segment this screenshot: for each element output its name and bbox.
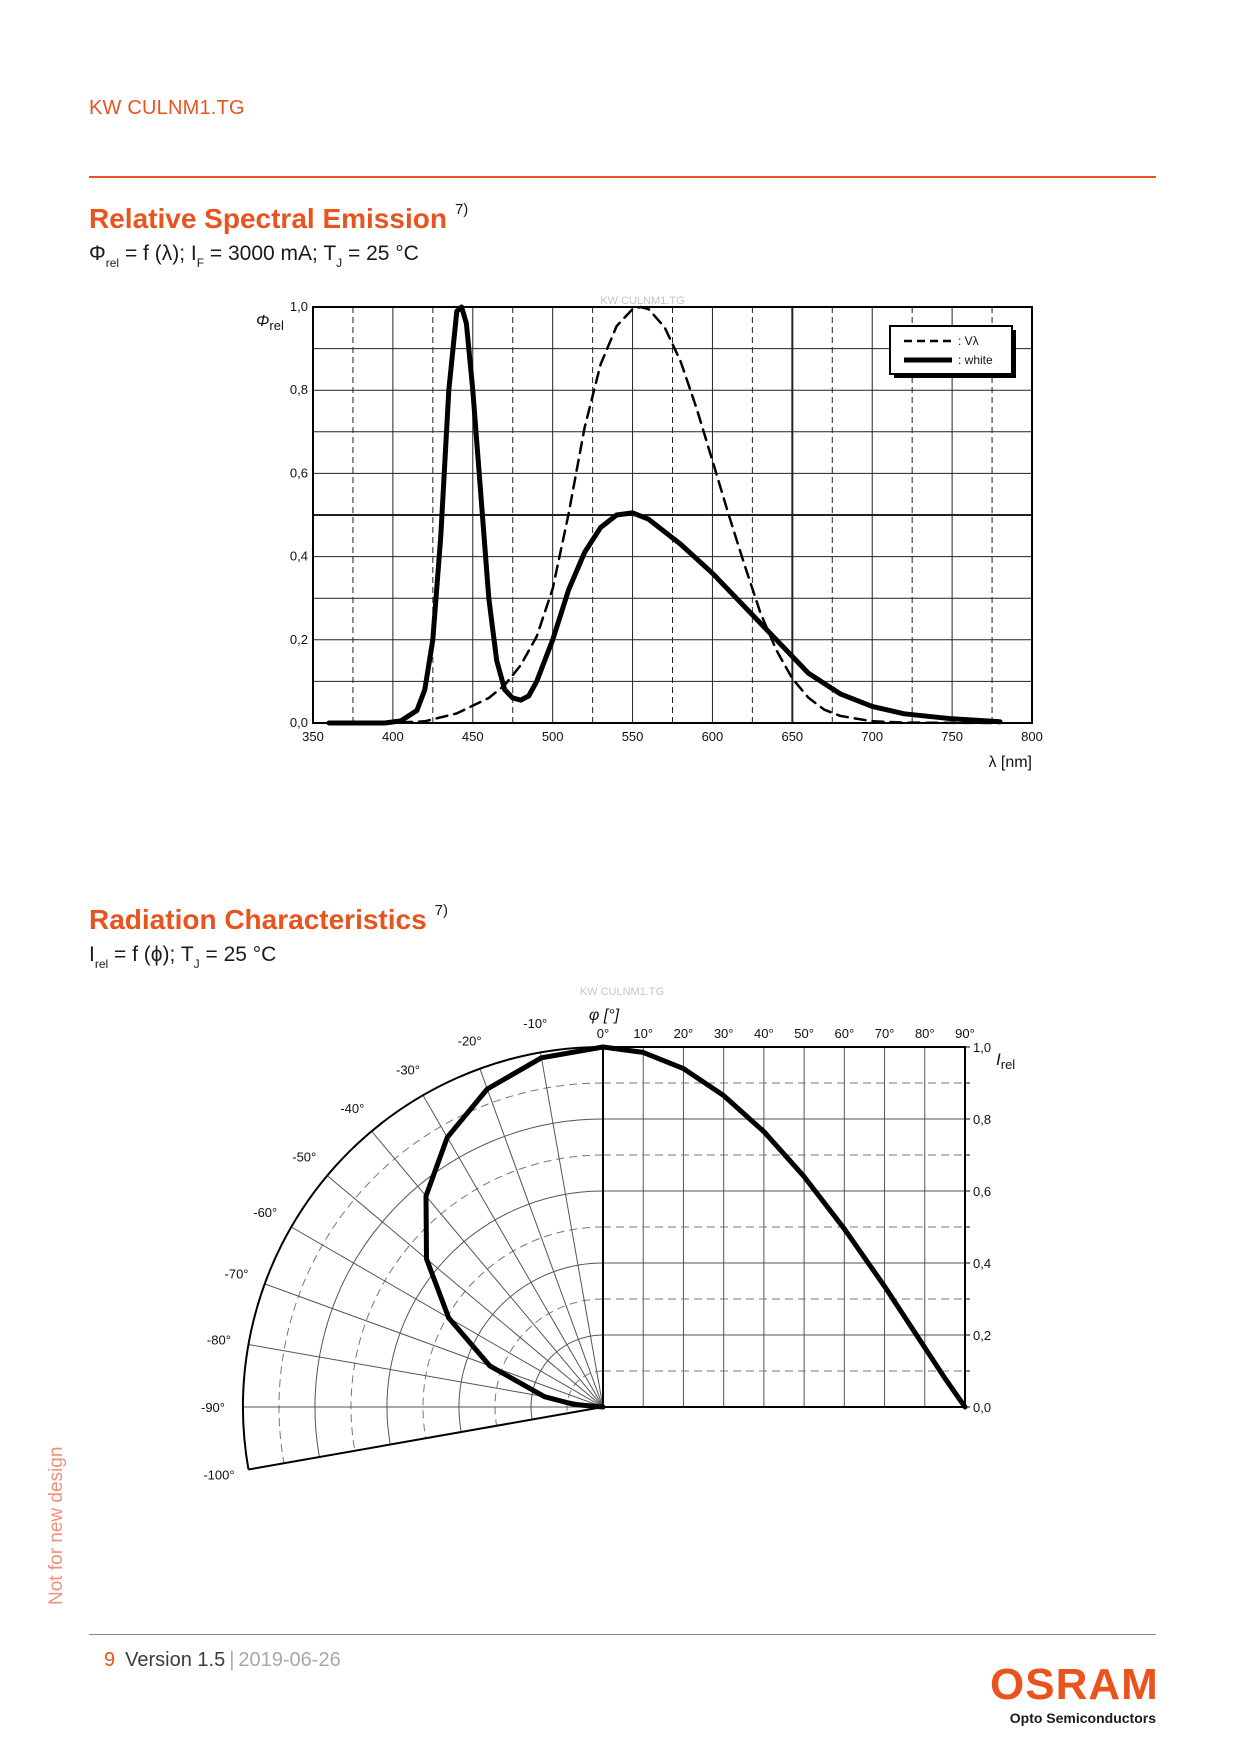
neg-angle-tick-label: -80° [206, 1332, 231, 1348]
x-tick-label: 650 [781, 729, 804, 744]
angle-tick-label: 20° [673, 1026, 694, 1041]
neg-angle-tick-label: -10° [523, 1015, 548, 1031]
angle-tick-label: 60° [834, 1026, 855, 1041]
formula-sub-j: J [193, 957, 200, 971]
footer-separator: | [229, 1649, 235, 1671]
polar-spoke [327, 1176, 603, 1407]
formula-text: = 25 °C [199, 943, 277, 966]
product-code: KW CULNM1.TG [89, 97, 245, 119]
y-axis-label-sub: rel [1000, 1057, 1016, 1072]
formula-sub-f: F [196, 256, 205, 270]
angle-tick-label: 30° [713, 1026, 734, 1041]
chart-watermark: KW CULNM1.TG [600, 295, 685, 307]
neg-angle-tick-label: -70° [224, 1266, 249, 1282]
angle-tick-label: 10° [633, 1026, 654, 1041]
angle-axis-label: φ [°] [588, 1007, 620, 1024]
polar-edge [248, 1407, 603, 1470]
y-tick-label: 0,0 [973, 1400, 992, 1415]
radiation-footnote-ref: 7) [434, 902, 449, 919]
formula-sub-j: J [336, 256, 343, 270]
footer-rule [89, 1634, 1156, 1635]
radiation-formula [89, 943, 276, 971]
neg-angle-tick-label: -20° [457, 1033, 482, 1049]
x-tick-label: 750 [941, 729, 963, 744]
spectral-emission-chart [0, 280, 1240, 790]
neg-angle-tick-label: -60° [253, 1205, 278, 1220]
angle-tick-label: 50° [794, 1026, 814, 1041]
formula-i: I [89, 943, 95, 966]
y-axis-label: $\Phi_{rel}$ [256, 313, 284, 333]
y-tick-label: 0,6 [289, 465, 308, 481]
angle-tick-label: 80° [914, 1026, 935, 1041]
y-tick-label: 0,4 [973, 1256, 992, 1271]
radiation-labels [201, 986, 1015, 1483]
osram-logo: OSRAM [990, 1660, 1159, 1709]
neg-angle-tick-label: -40° [340, 1101, 365, 1117]
legend-label-v-lambda: : Vλ [958, 334, 979, 348]
x-tick-label: 550 [621, 729, 644, 744]
y-tick-label: 0,0 [289, 715, 308, 730]
y-tick-label: 1,0 [973, 1040, 992, 1055]
formula-sub-rel: rel [94, 957, 109, 971]
x-tick-label: 400 [382, 729, 404, 744]
formula-text: = 3000 mA; T [204, 242, 337, 265]
y-tick-label: 0,2 [973, 1328, 992, 1343]
spectral-formula [89, 242, 419, 270]
x-tick-label: 800 [1021, 729, 1043, 744]
spectral-footnote-ref: 7) [454, 201, 469, 218]
x-tick-label: 700 [861, 729, 884, 744]
y-tick-label: 0,4 [289, 548, 308, 564]
angle-tick-label: 0° [596, 1026, 610, 1041]
neg-angle-tick-label: -30° [396, 1062, 420, 1078]
spectral-section-title [89, 201, 468, 235]
brand-subtitle: Opto Semiconductors [1009, 1710, 1156, 1726]
angle-tick-label: 40° [754, 1026, 774, 1041]
footer [104, 1649, 341, 1672]
neg-angle-tick-label: -50° [292, 1149, 317, 1165]
side-note: Not for new design [46, 1446, 67, 1605]
formula-sub-rel: rel [105, 256, 120, 270]
y-tick-label: 1,0 [289, 299, 308, 314]
formula-text: = f (ϕ); T [108, 943, 194, 966]
page-number: 9 [104, 1649, 116, 1671]
spectral-title-text: Relative Spectral Emission [89, 203, 447, 234]
brand-logo [990, 1660, 1159, 1726]
neg-angle-tick-label: -90° [201, 1400, 225, 1415]
y-tick-label: 0,8 [289, 382, 308, 398]
formula-text: = 25 °C [342, 242, 419, 265]
radiation-title-text: Radiation Characteristics [89, 904, 427, 935]
angle-tick-label: 70° [874, 1026, 895, 1041]
formula-phi: Φ [89, 242, 106, 265]
y-axis-label: $I_{rel}$ [996, 1050, 1016, 1072]
x-tick-label: 450 [461, 729, 484, 744]
radiation-characteristics-chart [0, 975, 1240, 1515]
legend-label-white: : white [958, 353, 993, 367]
angle-tick-label: 90° [955, 1026, 975, 1041]
spectral-labels [256, 295, 1043, 771]
x-tick-label: 350 [302, 729, 324, 744]
y-tick-label: 0,6 [973, 1184, 992, 1199]
version: Version 1.5 [125, 1649, 226, 1671]
header-rule [89, 176, 1156, 178]
formula-text: = f (λ); I [119, 242, 197, 265]
y-tick-label: 0,8 [973, 1112, 992, 1127]
radiation-section-title [89, 902, 448, 936]
neg-angle-tick-label: -100° [203, 1467, 235, 1483]
chart-watermark: KW CULNM1.TG [579, 986, 665, 998]
y-tick-label: 0,2 [289, 631, 308, 647]
x-tick-label: 600 [701, 729, 724, 744]
date: 2019-06-26 [238, 1649, 341, 1671]
x-axis-label: λ [nm] [988, 754, 1032, 771]
y-axis-label-sub: rel [269, 318, 284, 333]
x-tick-label: 500 [541, 729, 564, 744]
legend-box [890, 326, 1012, 374]
